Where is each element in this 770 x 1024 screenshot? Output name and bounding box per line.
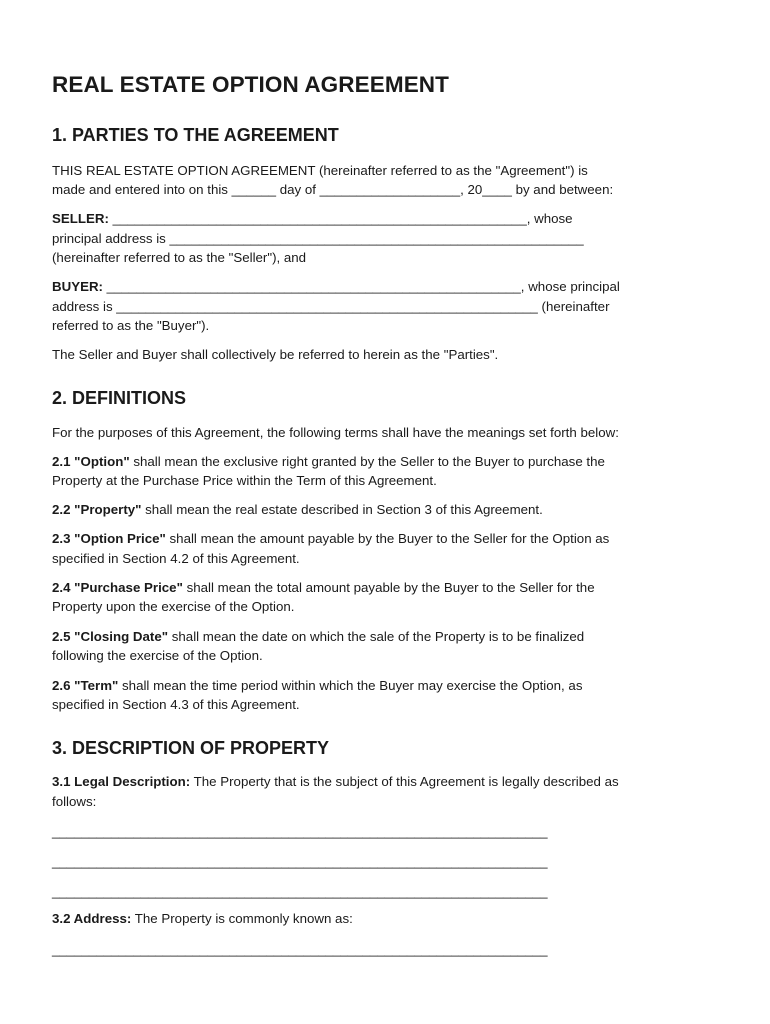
definition-term: 2.1 "Option" bbox=[52, 454, 130, 469]
blank-line: ___________________________________________________________________ bbox=[52, 824, 548, 839]
definition-term: 2.3 "Option Price" bbox=[52, 531, 166, 546]
address-text: The Property is commonly known as: bbox=[131, 911, 353, 926]
definition-purchase-price-cont: Property upon the exercise of the Option. bbox=[52, 599, 295, 614]
section-2-heading: 2. DEFINITIONS bbox=[52, 388, 187, 408]
definition-closing-date bbox=[52, 627, 584, 647]
definitions-intro: For the purposes of this Agreement, the following terms shall have the meanings set forth below: bbox=[52, 425, 619, 440]
intro-line-1: THIS REAL ESTATE OPTION AGREEMENT (hereinafter referred to as the "Agreement") is bbox=[52, 163, 588, 178]
document-title: REAL ESTATE OPTION AGREEMENT bbox=[52, 72, 449, 97]
definition-term: 2.4 "Purchase Price" bbox=[52, 580, 183, 595]
definition-text: shall mean the real estate described in Section 3 of this Agreement. bbox=[141, 502, 543, 517]
buyer-label: BUYER: bbox=[52, 279, 103, 294]
definition-term-cont: specified in Section 4.3 of this Agreement. bbox=[52, 697, 300, 712]
definition-term: 2.2 "Property" bbox=[52, 502, 142, 517]
seller-hereinafter-line: (hereinafter referred to as the "Seller"), and bbox=[52, 250, 307, 265]
seller-name-blank: ________________________________________________________, whose bbox=[108, 211, 573, 226]
definition-term-item bbox=[52, 676, 582, 696]
buyer-line-1 bbox=[52, 277, 620, 297]
legal-description-line bbox=[52, 772, 619, 792]
legal-description-cont: follows: bbox=[52, 794, 97, 809]
section-1-heading: 1. PARTIES TO THE AGREEMENT bbox=[52, 125, 339, 145]
definition-option-price-cont: specified in Section 4.2 of this Agreement. bbox=[52, 551, 300, 566]
blank-line: ___________________________________________________________________ bbox=[52, 884, 548, 899]
parties-sentence: The Seller and Buyer shall collectively be referred to herein as the "Parties". bbox=[52, 347, 499, 362]
definition-option bbox=[52, 452, 605, 472]
definition-purchase-price bbox=[52, 578, 595, 598]
section-3-heading: 3. DESCRIPTION OF PROPERTY bbox=[52, 738, 330, 758]
intro-line-2: made and entered into on this ______ day of ___________________, 20____ by and between: bbox=[52, 182, 614, 197]
definition-text: shall mean the date on which the sale of the Property is to be finalized bbox=[168, 629, 585, 644]
buyer-hereinafter-line: referred to as the "Buyer"). bbox=[52, 318, 210, 333]
legal-description-text: The Property that is the subject of this Agreement is legally described as bbox=[190, 774, 619, 789]
seller-label: SELLER: bbox=[52, 211, 109, 226]
definition-option-cont: Property at the Purchase Price within the Term of this Agreement. bbox=[52, 473, 437, 488]
buyer-address-line: address is _________________________________________________________ (hereinafter bbox=[52, 299, 610, 314]
definition-text: shall mean the amount payable by the Buyer to the Seller for the Option as bbox=[165, 531, 610, 546]
address-label: 3.2 Address: bbox=[52, 911, 132, 926]
definition-closing-date-cont: following the exercise of the Option. bbox=[52, 648, 263, 663]
definition-text: shall mean the total amount payable by the Buyer to the Seller for the bbox=[182, 580, 595, 595]
address-line bbox=[52, 909, 353, 929]
seller-address-line: principal address is ________________________________________________________ bbox=[52, 231, 584, 246]
blank-line: ___________________________________________________________________ bbox=[52, 854, 548, 869]
definition-text: shall mean the time period within which the Buyer may exercise the Option, as bbox=[118, 678, 583, 693]
blank-line: ___________________________________________________________________ bbox=[52, 942, 548, 957]
definition-option-price bbox=[52, 529, 609, 549]
legal-description-label: 3.1 Legal Description: bbox=[52, 774, 191, 789]
definition-term: 2.6 "Term" bbox=[52, 678, 119, 693]
buyer-name-blank: ________________________________________________________, whose principal bbox=[102, 279, 620, 294]
seller-line-1 bbox=[52, 209, 573, 229]
definition-property bbox=[52, 500, 543, 520]
definition-text: shall mean the exclusive right granted by the Seller to the Buyer to purchase the bbox=[129, 454, 605, 469]
definition-term: 2.5 "Closing Date" bbox=[52, 629, 169, 644]
